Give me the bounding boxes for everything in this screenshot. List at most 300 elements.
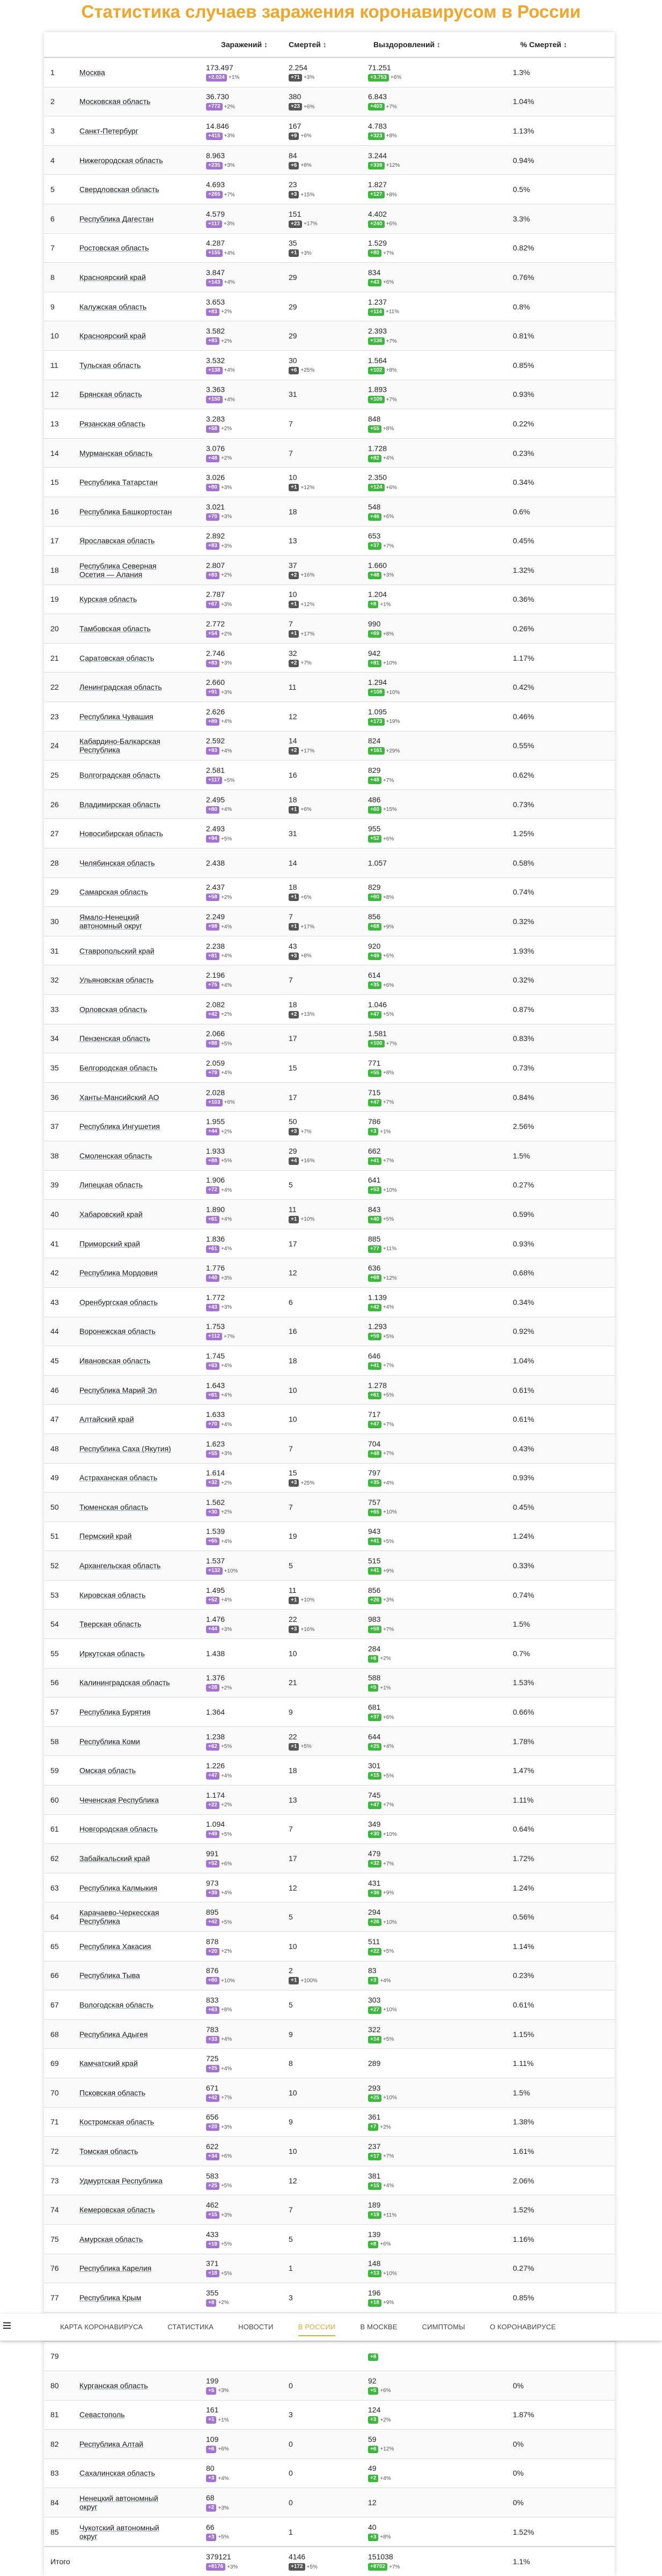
confirmed-delta: [206, 1333, 234, 1340]
row-number: 3: [50, 126, 55, 135]
table-row: [44, 116, 615, 146]
recovered-cell: [362, 1703, 467, 1721]
region-cell: [75, 2494, 201, 2511]
deaths-value: 2: [289, 1966, 293, 1975]
region-link[interactable]: Самарская область: [79, 888, 148, 897]
recovered-delta: [368, 572, 394, 579]
region-cell: [75, 624, 201, 633]
region-link[interactable]: Республика Северная Осетия — Алания: [79, 561, 157, 579]
region-link[interactable]: Камчатский край: [79, 2059, 138, 2068]
recovered-delta-badge: +25: [368, 2094, 381, 2102]
region-cell: [75, 712, 201, 721]
deaths-delta-pct: +3%: [300, 250, 312, 256]
recovered-delta-badge: +61: [368, 1392, 381, 1399]
region-cell: [75, 1649, 201, 1658]
nav-item[interactable]: КАРТА КОРОНАВИРУСА: [60, 2323, 143, 2331]
recovered-value: 1.057: [368, 858, 387, 867]
total-recovered-delta: +8702: [368, 2563, 387, 2571]
region-cell: [75, 1620, 201, 1628]
region-cell: [75, 1708, 201, 1716]
region-link[interactable]: Челябинская область: [79, 858, 155, 867]
confirmed-delta-badge: +62: [206, 1743, 219, 1751]
deaths-delta-badge: +1: [289, 1216, 299, 1223]
region-link[interactable]: Липецкая область: [79, 1180, 143, 1190]
region-link[interactable]: Московская область: [79, 97, 151, 106]
nav-item[interactable]: НОВОСТИ: [238, 2323, 274, 2331]
recovered-delta: [368, 2353, 378, 2361]
deaths-value: 37: [289, 560, 297, 570]
recovered-cell: [362, 2351, 467, 2361]
region-cell: [75, 800, 201, 809]
region-link[interactable]: Хабаровский край: [79, 1209, 143, 1219]
table-row: [44, 1434, 615, 1464]
region-link[interactable]: Чукотский автономный округ: [79, 2523, 159, 2541]
table-row: [44, 292, 615, 322]
recovered-cell: [362, 1849, 467, 1868]
deaths-cell: [282, 273, 362, 282]
region-link[interactable]: Республика Коми: [79, 1737, 141, 1746]
death-rate: 0.83%: [513, 1034, 534, 1043]
region-link[interactable]: Республика Ингушетия: [79, 1122, 160, 1131]
recovered-cell: [362, 1264, 467, 1282]
deaths-value: 3: [289, 2410, 293, 2419]
confirmed-delta-badge: +88: [206, 1157, 219, 1165]
deaths-delta-pct: +12%: [300, 484, 315, 491]
deaths-cell: [282, 1884, 362, 1892]
region-link[interactable]: Ямало-Ненецкий автономный округ: [79, 913, 143, 931]
table-row: [44, 1229, 615, 1259]
region-link[interactable]: Республика Чувашия: [79, 712, 153, 721]
confirmed-delta: [206, 2153, 232, 2160]
region-link[interactable]: Республика Татарстан: [79, 478, 158, 487]
deaths-cell: [282, 1615, 362, 1633]
recovered-value: 349: [368, 1820, 381, 1829]
confirmed-delta: [206, 2416, 229, 2424]
row-number: 55: [50, 1649, 59, 1658]
region-link[interactable]: Красноярский край: [79, 331, 146, 341]
row-number: 71: [50, 2117, 59, 2127]
region-link[interactable]: Волгоградская область: [79, 771, 160, 780]
recovered-delta-pct: +6%: [380, 2241, 391, 2248]
deaths-delta-pct: +6%: [303, 104, 315, 110]
confirmed-cell: [201, 1293, 282, 1311]
deaths-cell: [282, 151, 362, 169]
recovered-cell: [362, 298, 467, 316]
recovered-delta: [368, 718, 400, 726]
deaths-delta: [289, 630, 314, 638]
recovered-delta: [368, 1597, 394, 1604]
deaths-value: 29: [289, 1146, 297, 1155]
confirmed-delta-badge: +47: [206, 1772, 219, 1780]
region-link[interactable]: Ленинградская область: [79, 683, 162, 692]
region-link[interactable]: Костромская область: [79, 2117, 155, 2127]
table-row: [44, 1815, 615, 1844]
confirmed-delta-badge: +20: [206, 1948, 219, 1955]
deaths-delta-pct: +16%: [300, 1158, 315, 1164]
table-row: [44, 1493, 615, 1522]
total-death-rate: 1.1%: [513, 2557, 530, 2566]
region-link[interactable]: Калужская область: [79, 302, 147, 311]
region-link[interactable]: Ивановская область: [79, 1356, 151, 1365]
nav-item[interactable]: СИМПТОМЫ: [422, 2323, 465, 2331]
region-link[interactable]: Республика Дагестан: [79, 214, 154, 223]
confirmed-value: 583: [206, 2171, 219, 2180]
row-number: 67: [50, 2000, 59, 2009]
region-link[interactable]: Ханты-Мансийский АО: [79, 1093, 159, 1102]
region-link[interactable]: Чеченская Республика: [79, 1795, 159, 1804]
recovered-delta-pct: +10%: [383, 1509, 397, 1516]
recovered-value: 757: [368, 1497, 381, 1507]
confirmed-delta: [206, 1450, 232, 1458]
region-link[interactable]: Мурманская область: [79, 448, 153, 457]
confirmed-delta-pct: +3%: [220, 2212, 232, 2218]
recovered-value: 293: [368, 2083, 381, 2092]
deaths-cell: [282, 712, 362, 721]
confirmed-cell: [201, 2172, 282, 2190]
region-link[interactable]: Саратовская область: [79, 653, 155, 662]
confirmed-delta-badge: +33: [206, 2036, 219, 2043]
recovered-delta: [368, 220, 397, 228]
confirmed-cell: [201, 2142, 282, 2160]
region-link[interactable]: Ростовская область: [79, 243, 149, 253]
row-number: 22: [50, 683, 59, 692]
death-rate: 1.11%: [513, 2059, 534, 2068]
confirmed-delta: [206, 1128, 232, 1135]
recovered-delta-badge: +77: [368, 1245, 381, 1253]
region-link[interactable]: Республика Башкортостан: [79, 507, 172, 516]
deaths-delta: [289, 572, 314, 579]
death-rate: 1.15%: [513, 2029, 534, 2039]
confirmed-delta: [206, 1069, 232, 1077]
recovered-cell: [362, 2230, 467, 2248]
deaths-value: 11: [289, 1205, 297, 1214]
region-link[interactable]: Удмуртская Республика: [79, 2176, 163, 2185]
recovered-delta-pct: +7%: [383, 250, 394, 256]
confirmed-delta: [206, 689, 232, 696]
deaths-value: 18: [289, 1766, 297, 1775]
recovered-delta-badge: +36: [368, 1889, 381, 1897]
region-link[interactable]: Тамбовская область: [79, 624, 151, 633]
recovered-delta: [368, 425, 394, 433]
confirmed-delta: [206, 249, 235, 257]
deaths-cell: [282, 736, 362, 755]
header-death-rate[interactable]: % Смертей ↕: [520, 40, 568, 49]
region-link[interactable]: Республика Марий Эл: [79, 1385, 157, 1394]
region-link[interactable]: Забайкальский край: [79, 1854, 150, 1863]
region-link[interactable]: Республика Тыва: [79, 1971, 140, 1980]
region-link[interactable]: Кабардино-Балкарская Республика: [79, 737, 161, 755]
region-link[interactable]: Архангельская область: [79, 1561, 161, 1570]
confirmed-value: 371: [206, 2259, 219, 2268]
deaths-cell: [282, 1966, 362, 1984]
header-confirmed[interactable]: Заражений ↕: [221, 40, 268, 49]
confirmed-cell: [201, 1176, 282, 1194]
confirmed-delta-pct: +4%: [220, 2036, 232, 2043]
confirmed-cell: [201, 2201, 282, 2219]
confirmed-delta: [206, 2065, 232, 2072]
confirmed-delta: [206, 1392, 232, 1399]
confirmed-value: 725: [206, 2054, 219, 2063]
table-row: [44, 263, 615, 292]
deaths-value: 7: [289, 2205, 293, 2215]
region-link[interactable]: Курская область: [79, 595, 137, 604]
nav-item[interactable]: В МОСКВЕ: [360, 2323, 398, 2331]
confirmed-delta: [206, 923, 232, 931]
deaths-value: 5: [289, 2000, 293, 2009]
region-link[interactable]: Кировская область: [79, 1590, 146, 1599]
deaths-cell: [282, 1532, 362, 1540]
region-link[interactable]: Республика Алтай: [79, 2439, 144, 2448]
table-row: [44, 2254, 615, 2284]
region-link[interactable]: Республика Хакасия: [79, 1942, 151, 1951]
row-number: 21: [50, 653, 59, 662]
header-deaths[interactable]: Смертей ↕: [289, 40, 327, 49]
confirmed-delta-pct: +3%: [218, 2505, 229, 2511]
recovered-delta-badge: +339: [368, 162, 385, 169]
region-link[interactable]: Республика Бурятия: [79, 1708, 151, 1717]
region-link[interactable]: Сахалинская область: [79, 2469, 155, 2478]
row-number: 13: [50, 419, 59, 428]
region-link[interactable]: Новосибирская область: [79, 829, 163, 838]
death-rate: 1.24%: [513, 1532, 534, 1541]
recovered-delta-badge: +3: [368, 1128, 378, 1135]
deaths-cell: [282, 619, 362, 638]
confirmed-cell: [201, 2493, 282, 2512]
confirmed-value: 173.497: [206, 63, 233, 72]
recovered-delta-badge: +14: [368, 2036, 381, 2043]
region-link[interactable]: Ставропольский край: [79, 946, 155, 955]
row-number: 4: [50, 156, 55, 165]
recovered-delta: [368, 1450, 394, 1458]
region-cell: [75, 1737, 201, 1746]
region-link[interactable]: Республика Карелия: [79, 2264, 152, 2273]
confirmed-delta-badge: +2.024: [206, 74, 227, 82]
recovered-value: 12: [368, 2498, 377, 2507]
confirmed-cell: [201, 1708, 282, 1716]
recovered-delta-badge: +47: [368, 1099, 381, 1106]
recovered-value: 284: [368, 1644, 381, 1653]
deaths-delta-pct: +16%: [300, 1626, 315, 1633]
region-link[interactable]: Новгородская область: [79, 1825, 158, 1834]
region-link[interactable]: Нижегородская область: [79, 156, 163, 165]
region-link[interactable]: Красноярский край: [79, 272, 146, 282]
table-row: [44, 1756, 615, 1785]
row-number: 36: [50, 1093, 59, 1102]
region-cell: [75, 2205, 201, 2214]
region-link[interactable]: Республика Мордовия: [79, 1268, 158, 1278]
region-link[interactable]: Ульяновская область: [79, 976, 154, 985]
region-link[interactable]: Омская область: [79, 1766, 136, 1775]
region-link[interactable]: Приморский край: [79, 1239, 141, 1248]
nav-item[interactable]: СТАТИСТИКА: [167, 2323, 214, 2331]
deaths-cell: [282, 1180, 362, 1189]
confirmed-value: 973: [206, 1878, 219, 1887]
region-cell: [75, 1180, 201, 1189]
region-cell: [75, 2469, 201, 2477]
region-cell: [75, 419, 201, 428]
confirmed-delta-badge: +3: [206, 2475, 216, 2482]
recovered-delta: [368, 1714, 394, 1721]
recovered-cell: [362, 2084, 467, 2102]
recovered-delta-pct: +7%: [386, 338, 397, 344]
confirmed-delta: [206, 1802, 232, 1809]
region-link[interactable]: Республика Крым: [79, 2293, 142, 2302]
table-row: [44, 234, 615, 263]
region-link[interactable]: Курганская область: [79, 2381, 148, 2390]
confirmed-cell: [201, 356, 282, 374]
recovered-delta-pct: +7%: [383, 1421, 394, 1428]
region-link[interactable]: Иркутская область: [79, 1649, 145, 1658]
row-number: 40: [50, 1209, 59, 1219]
region-link[interactable]: Белгородская область: [79, 1063, 158, 1072]
recovered-cell: [362, 1615, 467, 1633]
region-link[interactable]: Томская область: [79, 2146, 138, 2156]
region-link[interactable]: Амурская область: [79, 2234, 143, 2243]
region-link[interactable]: Смоленская область: [79, 1151, 152, 1160]
table-row: [44, 1961, 615, 1991]
confirmed-value: 1.226: [206, 1761, 225, 1770]
deaths-cell: [282, 1415, 362, 1423]
region-link[interactable]: Рязанская область: [79, 419, 145, 428]
death-rate: 1.17%: [513, 653, 534, 662]
region-link[interactable]: Владимирская область: [79, 800, 161, 809]
death-rate: 0.81%: [513, 331, 534, 341]
recovered-cell: [362, 2289, 467, 2307]
confirmed-delta-pct: +5%: [220, 1158, 232, 1164]
region-link[interactable]: Республика Саха (Якутия): [79, 1444, 171, 1453]
region-link[interactable]: Тульская область: [79, 360, 141, 370]
death-rate: 0.36%: [513, 595, 534, 604]
recovered-cell: [362, 1176, 467, 1194]
row-number: 51: [50, 1532, 59, 1541]
deaths-value: 18: [289, 795, 297, 804]
confirmed-delta-pct: +6%: [220, 2153, 232, 2160]
region-link[interactable]: Кемеровская область: [79, 2205, 155, 2215]
deaths-value: 18: [289, 1356, 297, 1365]
confirmed-delta-pct: +2%: [220, 1012, 232, 1018]
region-link[interactable]: Тюменская область: [79, 1502, 148, 1511]
recovered-delta-pct: +10%: [383, 1831, 397, 1837]
row-number: 18: [50, 565, 59, 574]
region-link[interactable]: Алтайский край: [79, 1415, 134, 1424]
region-link[interactable]: Орловская область: [79, 1005, 148, 1014]
nav-item[interactable]: О КОРОНАВИРУСЕ: [489, 2323, 556, 2331]
region-link[interactable]: Псковская область: [79, 2088, 145, 2097]
confirmed-cell: [201, 503, 282, 521]
recovered-delta-badge: +53: [368, 1186, 381, 1194]
region-link[interactable]: Республика Калмыкия: [79, 1883, 158, 1892]
recovered-delta-badge: +47: [368, 1421, 381, 1428]
recovered-delta-badge: +48: [368, 1450, 381, 1458]
confirmed-cell: [201, 1088, 282, 1106]
region-link[interactable]: Карачаево-Черкесская Республика: [79, 1908, 159, 1926]
region-link[interactable]: Ярославская область: [79, 536, 155, 545]
table-row: [44, 380, 615, 410]
recovered-delta: [368, 806, 397, 814]
confirmed-delta: [206, 747, 232, 755]
region-link[interactable]: Астраханская область: [79, 1473, 158, 1482]
region-link[interactable]: Оренбургская область: [79, 1297, 158, 1307]
confirmed-delta-badge: +44: [206, 1626, 219, 1633]
deaths-delta-pct: +3%: [303, 75, 315, 81]
region-cell: [75, 1825, 201, 1833]
region-link[interactable]: Пермский край: [79, 1532, 132, 1541]
total-confirmed-delta: +8176: [206, 2563, 225, 2571]
region-link[interactable]: Тверская область: [79, 1620, 142, 1629]
nav-item[interactable]: В РОССИИ: [298, 2314, 336, 2341]
deaths-cell: [282, 2264, 362, 2272]
deaths-cell: [282, 390, 362, 398]
table-row: [44, 556, 615, 585]
recovered-cell: [362, 1673, 467, 1692]
deaths-value: 19: [289, 1532, 297, 1541]
region-link[interactable]: Брянская область: [79, 390, 142, 399]
row-number: 15: [50, 478, 59, 487]
total-confirmed-cell: [201, 2552, 282, 2571]
death-rate: 0.56%: [513, 1913, 534, 1922]
deaths-value: 7: [289, 619, 293, 629]
region-link[interactable]: Свердловская область: [79, 185, 159, 194]
table-row: [44, 439, 615, 468]
confirmed-value: 878: [206, 1937, 219, 1946]
confirmed-delta: [206, 1304, 232, 1311]
confirmed-cell: [201, 1117, 282, 1135]
recovered-delta-badge: +80: [368, 249, 381, 257]
region-cell: [75, 2117, 201, 2126]
confirmed-delta-badge: +81: [206, 953, 219, 960]
recovered-delta-pct: +2%: [380, 1656, 391, 1662]
region-link[interactable]: Санкт-Петербург: [79, 126, 138, 135]
confirmed-delta-pct: +2%: [224, 104, 235, 110]
recovered-value: 834: [368, 268, 381, 277]
region-cell: [75, 2088, 201, 2097]
menu-icon[interactable]: [3, 2322, 11, 2330]
recovered-cell: [362, 1117, 467, 1135]
recovered-value: 653: [368, 532, 381, 541]
death-rate: 0.32%: [513, 917, 534, 926]
recovered-delta-badge: +26: [368, 1597, 381, 1604]
recovered-delta-pct: +4%: [383, 2183, 394, 2189]
recovered-delta-badge: +55: [368, 1069, 381, 1077]
region-link[interactable]: Пензенская область: [79, 1034, 150, 1043]
confirmed-cell: [201, 2435, 282, 2453]
row-number: 20: [50, 624, 59, 633]
region-link[interactable]: Ненецкий автономный округ: [79, 2494, 158, 2512]
table-row: [44, 1258, 615, 1288]
region-link[interactable]: Севастополь: [79, 2410, 125, 2419]
recovered-delta-badge: +108: [368, 689, 385, 696]
confirmed-delta: [206, 1040, 232, 1047]
recovered-cell: [362, 619, 467, 638]
header-recovered[interactable]: Выздоровлений ↕: [373, 40, 441, 49]
region-link[interactable]: Москва: [79, 68, 105, 77]
confirmed-value: 68: [206, 2493, 215, 2503]
deaths-delta-pct: +10%: [300, 1216, 315, 1223]
recovered-delta-badge: +173: [368, 718, 385, 726]
table-header: [44, 32, 615, 58]
deaths-value: 1: [289, 2527, 293, 2536]
region-link[interactable]: Республика Адыгея: [79, 2029, 148, 2039]
confirmed-delta-pct: +1%: [228, 75, 240, 81]
region-link[interactable]: Вологодская область: [79, 2000, 153, 2009]
recovered-delta: [368, 1069, 394, 1077]
region-cell: [75, 2410, 201, 2419]
deaths-delta: [289, 601, 314, 608]
region-link[interactable]: Калининградская область: [79, 1678, 170, 1687]
recovered-value: 646: [368, 1351, 381, 1360]
region-link[interactable]: Воронежская область: [79, 1327, 156, 1336]
deaths-value: 16: [289, 771, 297, 780]
